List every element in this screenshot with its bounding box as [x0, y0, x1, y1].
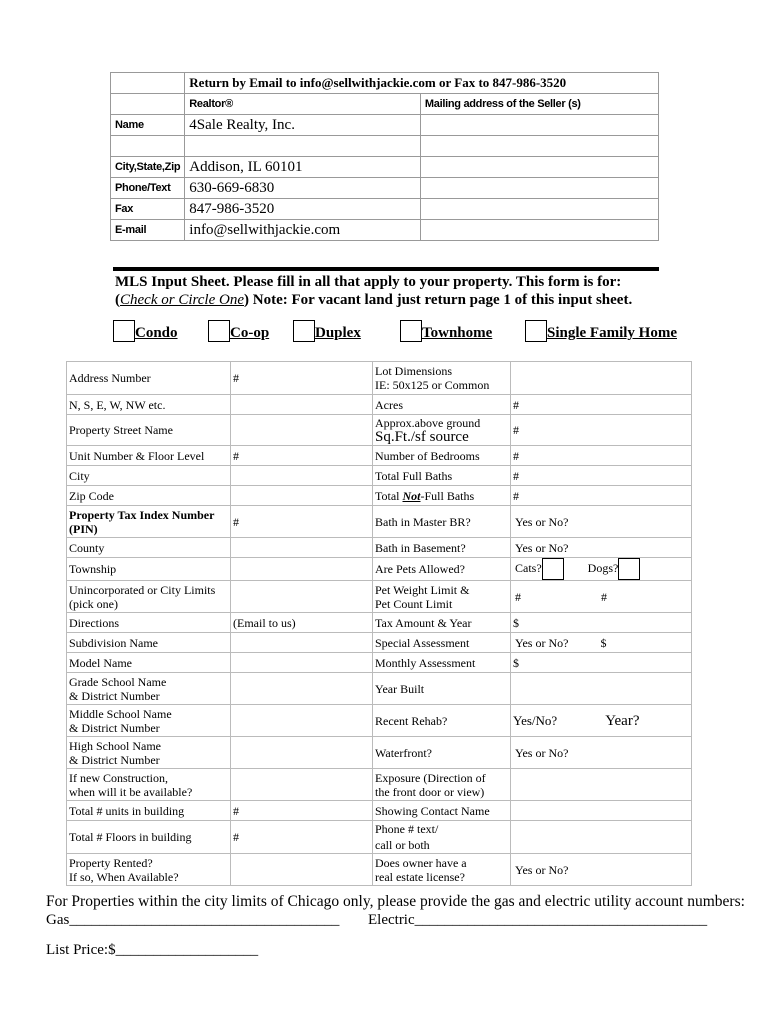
table-row-label: Special Assessment	[373, 633, 511, 653]
input-field[interactable]: #	[511, 446, 692, 466]
input-field[interactable]	[231, 581, 373, 613]
table-row-label: Waterfront?	[373, 737, 511, 769]
table-row-label: Total Not-Full Baths	[373, 486, 511, 506]
table-row-label: Showing Contact Name	[373, 801, 511, 821]
input-field[interactable]: # #	[511, 581, 692, 613]
single-family-label: Single Family Home	[547, 325, 677, 341]
input-field[interactable]	[231, 633, 373, 653]
mls-line-1: MLS Input Sheet. Please fill in all that apply to your property. This form is for:	[115, 274, 622, 290]
table-row-label: Year Built	[373, 673, 511, 705]
mls-input-table	[66, 361, 692, 886]
table-row-label: Are Pets Allowed?	[373, 558, 511, 581]
table-row-label: Bath in Master BR?	[373, 506, 511, 538]
input-field[interactable]	[231, 486, 373, 506]
chicago-utilities-note: For Properties within the city limits of Chicago only, please provide the gas and electric utility account numbers:	[46, 893, 745, 910]
city-state-zip-value[interactable]: Addison, IL 60101	[185, 157, 421, 178]
townhome-checkbox[interactable]	[400, 320, 492, 342]
return-instructions: Return by Email to info@sellwithjackie.com or Fax to 847-986-3520	[185, 73, 659, 94]
input-field[interactable]	[231, 558, 373, 581]
table-row-label: Phone # text/ call or both	[373, 821, 511, 854]
input-field[interactable]: (Email to us)	[231, 613, 373, 633]
table-row-label: Acres	[373, 395, 511, 415]
mls-line-2: (Check or Circle One) Note: For vacant land just return page 1 of this input sheet.	[115, 292, 633, 308]
phone-label: Phone/Text	[111, 178, 185, 199]
checkbox-icon[interactable]	[293, 320, 315, 342]
input-field[interactable]: Yes or No?	[511, 506, 692, 538]
checkbox-icon[interactable]	[400, 320, 422, 342]
cats-label: Cats?	[515, 560, 542, 575]
input-field[interactable]	[511, 769, 692, 801]
electric-account-field[interactable]: Electric_______________________________________	[368, 912, 708, 928]
input-field[interactable]	[231, 653, 373, 673]
phone-value[interactable]: 630-669-6830	[185, 178, 421, 199]
table-row-label: Lot Dimensions IE: 50x125 or Common	[373, 362, 511, 395]
input-field[interactable]: $	[511, 613, 692, 633]
realtor-column-header: Realtor®	[185, 94, 421, 115]
input-field[interactable]: #	[231, 821, 373, 854]
checkbox-icon[interactable]	[525, 320, 547, 342]
checkbox-icon[interactable]	[208, 320, 230, 342]
gas-account-field[interactable]: Gas____________________________________	[46, 912, 340, 928]
duplex-checkbox[interactable]	[293, 320, 361, 342]
pets-field	[511, 558, 692, 581]
table-row-label: Recent Rehab?	[373, 705, 511, 737]
checkbox-icon[interactable]	[113, 320, 135, 342]
input-field[interactable]	[231, 769, 373, 801]
table-row-label: Middle School Name & District Number	[67, 705, 231, 737]
table-row-label: Total # Floors in building	[67, 821, 231, 854]
input-field[interactable]: #	[231, 446, 373, 466]
input-field[interactable]	[511, 362, 692, 395]
townhome-label: Townhome	[422, 325, 493, 341]
table-row-label: City	[67, 466, 231, 486]
input-field[interactable]: #	[231, 506, 373, 538]
input-field[interactable]: #	[511, 395, 692, 415]
table-row-label: Subdivision Name	[67, 633, 231, 653]
table-row-label: Directions	[67, 613, 231, 633]
section-divider	[113, 267, 659, 271]
table-row-label: If new Construction, when will it be available?	[67, 769, 231, 801]
seller-city-field[interactable]	[420, 157, 658, 178]
dogs-checkbox[interactable]	[618, 558, 640, 580]
seller-email-field[interactable]	[420, 220, 658, 241]
input-field[interactable]: #	[511, 466, 692, 486]
coop-label: Co-op	[230, 325, 270, 341]
table-row-label: Grade School Name & District Number	[67, 673, 231, 705]
email-label: E-mail	[111, 220, 185, 241]
seller-phone-field[interactable]	[420, 178, 658, 199]
input-field[interactable]	[231, 854, 373, 886]
fax-value[interactable]: 847-986-3520	[185, 199, 421, 220]
input-field[interactable]	[231, 538, 373, 558]
table-row-label: Address Number	[67, 362, 231, 395]
input-field[interactable]: Yes/No? Year?	[511, 705, 692, 737]
cats-checkbox[interactable]	[542, 558, 564, 580]
mailing-column-header: Mailing address of the Seller (s)	[420, 94, 658, 115]
table-row-label: Tax Amount & Year	[373, 613, 511, 633]
table-row-label: Unincorporated or City Limits (pick one)	[67, 581, 231, 613]
seller-header-table	[110, 72, 659, 241]
single-family-checkbox[interactable]	[525, 320, 677, 342]
input-field[interactable]	[511, 801, 692, 821]
table-row-label: Property Rented? If so, When Available?	[67, 854, 231, 886]
table-row-label: Model Name	[67, 653, 231, 673]
input-field[interactable]	[511, 821, 692, 854]
city-state-zip-label: City,State,Zip	[111, 157, 185, 178]
check-or-circle-text: Check or Circle One	[120, 292, 244, 308]
input-field[interactable]	[231, 415, 373, 446]
input-field[interactable]	[231, 466, 373, 486]
table-row-label: Monthly Assessment	[373, 653, 511, 673]
seller-fax-field[interactable]	[420, 199, 658, 220]
seller-name-field[interactable]	[420, 115, 658, 136]
input-field[interactable]: Yes or No?	[511, 737, 692, 769]
table-row-label: Property Street Name	[67, 415, 231, 446]
input-field[interactable]: Yes or No? $	[511, 633, 692, 653]
input-field[interactable]: #	[511, 486, 692, 506]
table-row-label: N, S, E, W, NW etc.	[67, 395, 231, 415]
input-field[interactable]	[231, 395, 373, 415]
duplex-label: Duplex	[315, 325, 361, 341]
mls-instructions	[115, 273, 675, 309]
condo-label: Condo	[135, 325, 178, 341]
name-label: Name	[111, 115, 185, 136]
input-field[interactable]	[231, 673, 373, 705]
table-row-label: Does owner have a real estate license?	[373, 854, 511, 886]
table-row-label: Pet Weight Limit & Pet Count Limit	[373, 581, 511, 613]
table-row-label: Total # units in building	[67, 801, 231, 821]
coop-checkbox[interactable]	[208, 320, 269, 342]
condo-checkbox[interactable]	[113, 320, 178, 342]
email-value[interactable]: info@sellwithjackie.com	[185, 220, 421, 241]
table-row-label: Bath in Basement?	[373, 538, 511, 558]
input-field[interactable]: Yes or No?	[511, 854, 692, 886]
input-field[interactable]: #	[231, 801, 373, 821]
dogs-label: Dogs?	[587, 560, 619, 575]
table-row-label: High School Name & District Number	[67, 737, 231, 769]
fax-label: Fax	[111, 199, 185, 220]
input-field[interactable]: $	[511, 653, 692, 673]
table-row-label: Zip Code	[67, 486, 231, 506]
name-value[interactable]: 4Sale Realty, Inc.	[185, 115, 421, 136]
input-field[interactable]	[231, 705, 373, 737]
table-row-label: Property Tax Index Number (PIN)	[67, 506, 231, 538]
input-field[interactable]: #	[511, 415, 692, 446]
table-row-label: Total Full Baths	[373, 466, 511, 486]
table-row-label: County	[67, 538, 231, 558]
table-row-label: Number of Bedrooms	[373, 446, 511, 466]
vacant-land-note: Note: For vacant land just return page 1 of this input sheet.	[249, 292, 633, 308]
table-row-label: Exposure (Direction of the front door or view)	[373, 769, 511, 801]
input-field[interactable]	[231, 737, 373, 769]
input-field[interactable]	[511, 673, 692, 705]
list-price-field[interactable]: List Price:$___________________	[46, 942, 259, 958]
table-row-label: Township	[67, 558, 231, 581]
input-field[interactable]: #	[231, 362, 373, 395]
table-row-label: Unit Number & Floor Level	[67, 446, 231, 466]
input-field[interactable]: Yes or No?	[511, 538, 692, 558]
table-row-label: Approx.above ground Sq.Ft./sf source	[373, 415, 511, 446]
